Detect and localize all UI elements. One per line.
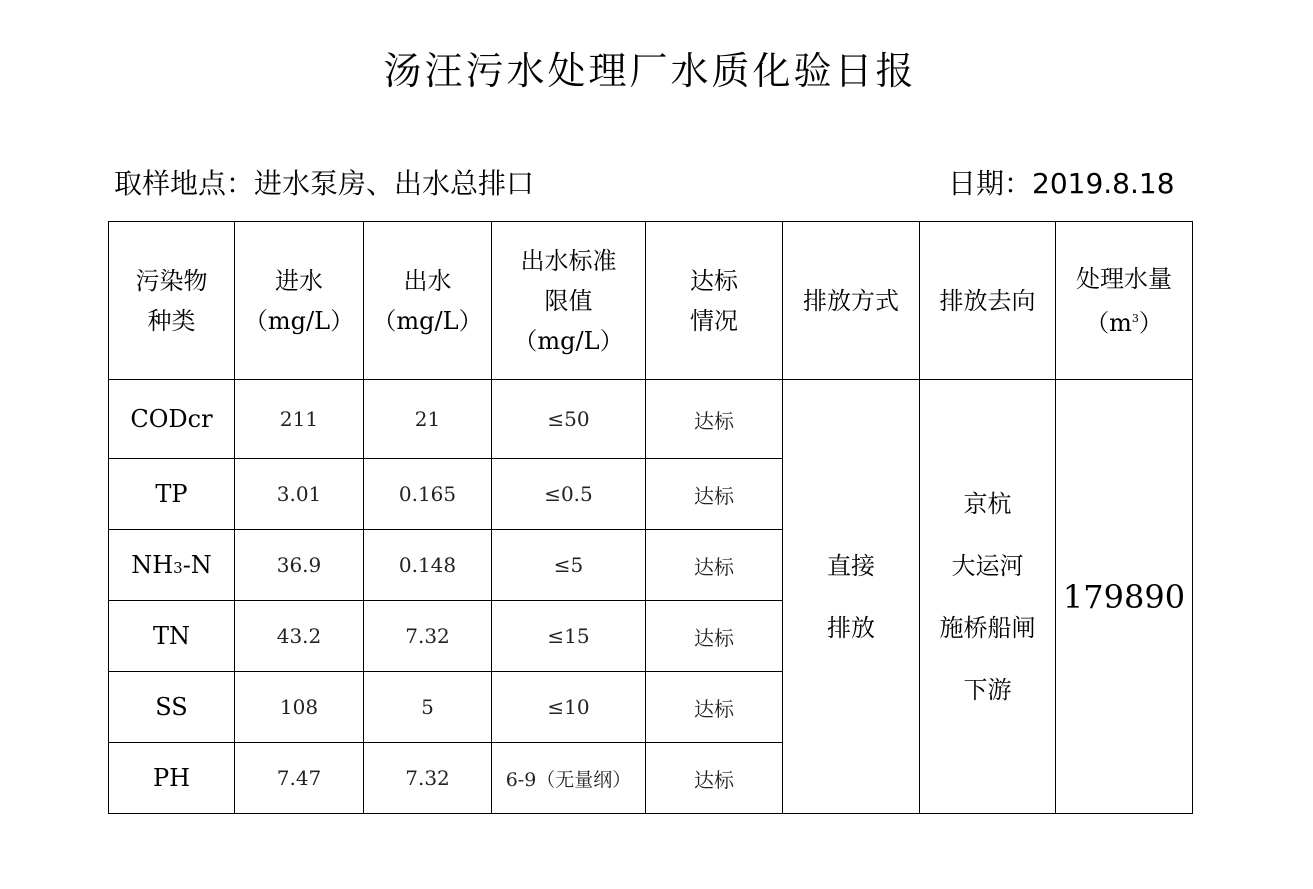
effluent-value: 0.165 — [364, 459, 492, 530]
influent-value: 108 — [235, 672, 364, 743]
discharge-destination: 京杭 大运河 施桥船闸 下游 — [920, 380, 1056, 814]
effluent-value: 7.32 — [364, 743, 492, 814]
header-limit: 出水标准 限值 （mg/L） — [492, 222, 646, 380]
influent-value: 36.9 — [235, 530, 364, 601]
pollutant-name: CODcr — [109, 380, 235, 459]
limit-value: ≤5 — [492, 530, 646, 601]
limit-value: ≤10 — [492, 672, 646, 743]
treated-volume: 179890 — [1056, 380, 1193, 814]
effluent-value: 7.32 — [364, 601, 492, 672]
header-volume: 处理水量 $(m^3)$ — [1056, 222, 1193, 380]
header-effluent: 出水 （mg/L） — [364, 222, 492, 380]
limit-value: ≤0.5 — [492, 459, 646, 530]
effluent-value: 5 — [364, 672, 492, 743]
status-value: 达标 — [646, 672, 783, 743]
limit-value: ≤15 — [492, 601, 646, 672]
influent-value: 43.2 — [235, 601, 364, 672]
discharge-method: 直接 排放 — [783, 380, 920, 814]
sampling-location: 取样地点：进水泵房、出水总排口 — [114, 167, 535, 200]
status-value: 达标 — [646, 601, 783, 672]
report-date: 日期：2019.8.18 — [948, 167, 1175, 200]
status-value: 达标 — [646, 530, 783, 601]
pollutant-name: PH — [109, 743, 235, 814]
influent-value: 3.01 — [235, 459, 364, 530]
pollutant-name: SS — [109, 672, 235, 743]
status-value: 达标 — [646, 743, 783, 814]
header-method: 排放方式 — [783, 222, 920, 380]
pollutant-name: TP — [109, 459, 235, 530]
influent-value: 211 — [235, 380, 364, 459]
status-value: 达标 — [646, 380, 783, 459]
effluent-value: 21 — [364, 380, 492, 459]
water-quality-table — [108, 221, 1193, 814]
pollutant-name: NH3-N — [109, 530, 235, 601]
header-row — [109, 222, 1193, 380]
page-title: 汤汪污水处理厂水质化验日报 — [383, 49, 917, 93]
influent-value: 7.47 — [235, 743, 364, 814]
limit-value: 6-9（无量纲） — [492, 743, 646, 814]
effluent-value: 0.148 — [364, 530, 492, 601]
header-pollutant: 污染物 种类 — [109, 222, 235, 380]
status-value: 达标 — [646, 459, 783, 530]
limit-value: ≤50 — [492, 380, 646, 459]
header-status: 达标 情况 — [646, 222, 783, 380]
pollutant-name: TN — [109, 601, 235, 672]
table-row — [109, 380, 1193, 459]
header-destination: 排放去向 — [920, 222, 1056, 380]
header-influent: 进水 （mg/L） — [235, 222, 364, 380]
